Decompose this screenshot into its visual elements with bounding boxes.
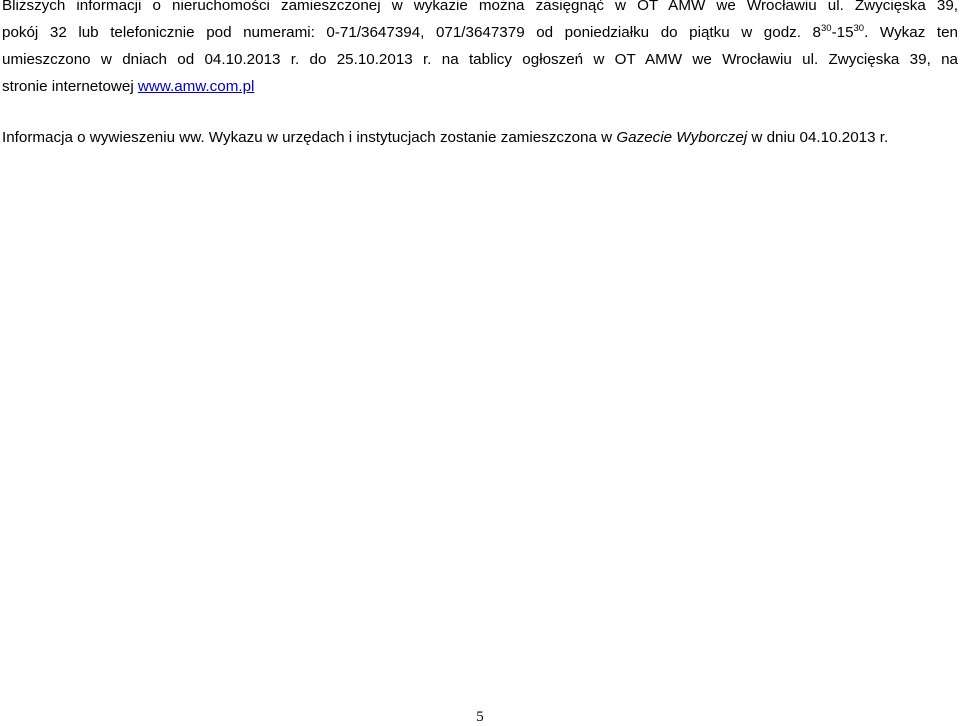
hours-separator: -15: [831, 24, 854, 41]
contact-paragraph: [2, 0, 958, 100]
contact-line-3: umieszczono w dniach od 04.10.2013 r. do 25.10.2013 r. na tablicy ogłoszeń w OT AMW we Wrocławiu ul. Zwycięska 39, na: [2, 51, 958, 68]
newspaper-name: Gazecie Wyborczej: [616, 129, 748, 146]
hours-start-superscript: 30: [820, 23, 832, 34]
publication-line: [2, 124, 958, 151]
contact-line-2-text: pokój 32 lub telefonicznie pod numerami: 0-71/3647394, 071/3647379 od poniedziałku do piątku w godz. 8: [2, 24, 821, 41]
hours-end-superscript: 30: [853, 23, 865, 34]
publication-paragraph: [2, 124, 958, 151]
contact-line-4: [2, 73, 958, 100]
contact-line-1: Bliższych informacji o nieruchomości zamieszczonej w wykazie można zasięgnąć w OT AMW we Wrocławiu ul. Zwycięska 39,: [2, 0, 958, 14]
contact-line-2: [2, 19, 958, 46]
publication-date-text: w dniu 04.10.2013 r.: [747, 129, 889, 146]
website-label: stronie internetowej: [2, 78, 138, 95]
publication-text: Informacja o wywieszeniu ww. Wykazu w urzędach i instytucjach zostanie zamieszczona w: [2, 129, 617, 146]
contact-line-2-end: . Wykaz ten: [864, 24, 959, 41]
website-link[interactable]: www.amw.com.pl: [137, 78, 255, 95]
page-number: 5: [476, 709, 484, 725]
